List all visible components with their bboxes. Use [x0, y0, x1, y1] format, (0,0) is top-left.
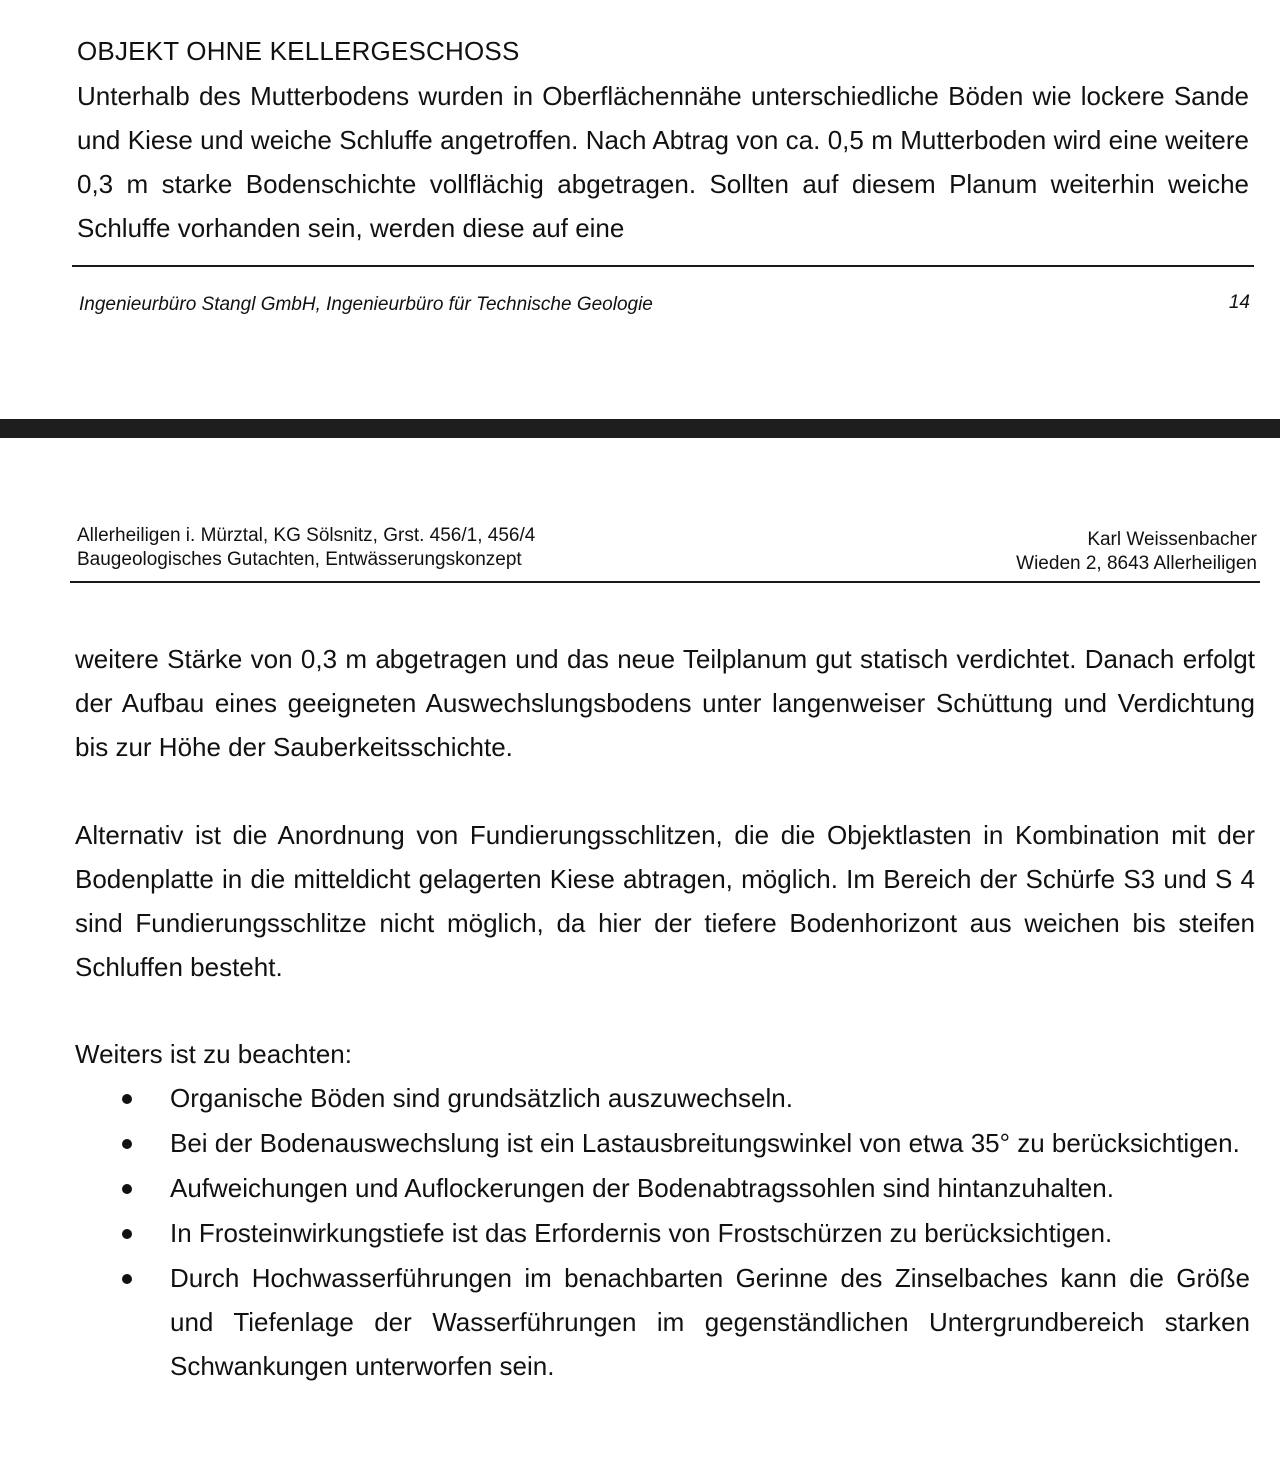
paragraph-alternative: Alternativ ist die Anordnung von Fundierungsschlitzen, die die Objektlasten in Kombination mit der Bodenplatte in die mitteldicht gelagerten Kiese abtragen, möglich. Im Bereich der Schürfe S3 und S 4 sind Fundierungsschlitze nicht möglich, da hier der tiefere Bodenhorizont aus weichen bis steifen Schluffen besteht.: [75, 820, 1255, 982]
page-divider: [0, 419, 1280, 438]
header-project: [77, 524, 535, 572]
list-item: Durch Hochwasserführungen im benachbarten Gerinne des Zinselbaches kann die Größe und Tiefenlage der Wasserführungen im gegenständlichen Untergrundbereich starken Schwankungen unterworfen sein.: [0, 1256, 1250, 1388]
bullet-icon: [122, 1274, 132, 1284]
header-project-title: Baugeologisches Gutachten, Entwässerungskonzept: [77, 549, 522, 570]
bullet-icon: [122, 1229, 132, 1239]
header-client: [1016, 528, 1257, 576]
header-client-name: Karl Weissenbacher: [1087, 529, 1257, 550]
footer-company: Ingenieurbüro Stangl GmbH, Ingenieurbüro für Technische Geologie: [79, 294, 653, 315]
list-item: Aufweichungen und Auflockerungen der Bodenabtragssohlen sind hintanzuhalten.: [0, 1166, 1250, 1210]
header-rule: [70, 581, 1260, 583]
paragraph-continuation: weitere Stärke von 0,3 m abgetragen und das neue Teilplanum gut statisch verdichtet. Danach erfolgt der Aufbau eines geeigneten Auswechslungsbodens unter langenweiser Schüttung und Verdichtung bis zur Höhe der Sauberkeitsschichte.: [75, 644, 1255, 762]
bullet-icon: [122, 1139, 132, 1149]
page-number: 14: [1228, 292, 1250, 313]
header-client-address: Wieden 2, 8643 Allerheiligen: [1016, 553, 1257, 574]
list-item: In Frosteinwirkungstiefe ist das Erfordernis von Frostschürzen zu berücksichtigen.: [0, 1211, 1250, 1255]
paragraph-notes-intro: Weiters ist zu beachten:: [75, 1039, 352, 1069]
header-project-location: Allerheiligen i. Mürztal, KG Sölsnitz, Grst. 456/1, 456/4: [77, 525, 536, 546]
paragraph-top: Unterhalb des Mutterbodens wurden in Oberflächennähe unterschiedliche Böden wie lockere Sande und Kiese und weiche Schluffe angetroffen. Nach Abtrag von ca. 0,5 m Mutterboden wird eine weitere 0,3 m starke Bodenschichte vollflächig abgetragen. Sollten auf diesem Planum weiterhin weiche Schluffe vorhanden sein, werden diese auf eine: [77, 81, 1249, 243]
footer-rule: [72, 265, 1254, 267]
bullet-icon: [122, 1184, 132, 1194]
list-item: Organische Böden sind grundsätzlich auszuwechseln.: [0, 1076, 1250, 1120]
page-bottom: [0, 438, 1280, 1469]
list-item: Bei der Bodenauswechslung ist ein Lastausbreitungswinkel von etwa 35° zu berücksichtigen.: [0, 1121, 1250, 1165]
bullet-icon: [122, 1094, 132, 1104]
section-heading: OBJEKT OHNE KELLERGESCHOSS: [77, 36, 520, 66]
page-top: [0, 0, 1280, 418]
bullet-list: [0, 1076, 1280, 1389]
